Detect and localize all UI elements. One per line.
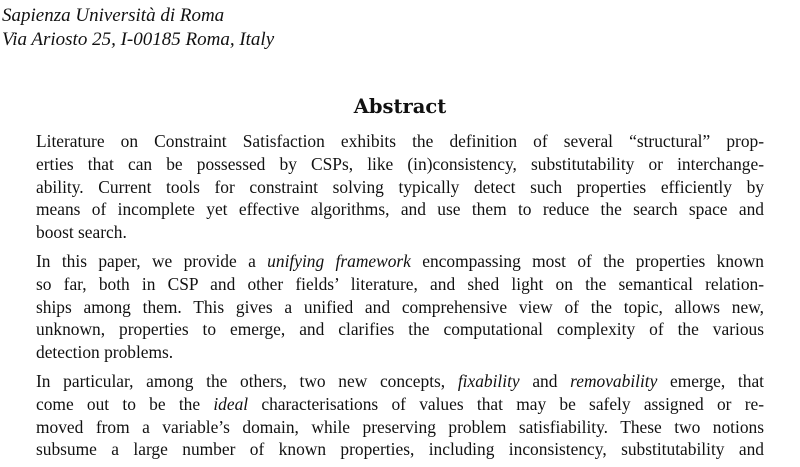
text-line [36, 153, 764, 176]
affiliation-line-1: Sapienza Università di Roma [2, 5, 225, 26]
text-run: detection problems. [36, 342, 174, 363]
text-line [36, 370, 764, 393]
text-line [36, 250, 764, 273]
text-line [36, 296, 764, 319]
text-run: means of incomplete yet effective algorithms, and use them to reduce the search space and [36, 199, 764, 220]
text-run: characterisations of values that may be safely assigned or re- [248, 393, 764, 414]
text-line [36, 416, 764, 439]
abstract-paragraph-3 [36, 370, 764, 461]
emphasized-text: removability [570, 370, 658, 391]
text-run: come out to be the [36, 393, 214, 414]
text-run: moved from a variable’s domain, while preserving problem satisfiability. These two notions [36, 416, 764, 437]
text-run: In this paper, we provide a [36, 250, 268, 271]
abstract-paragraph-1 [36, 130, 764, 244]
abstract-paragraph-2 [36, 250, 764, 364]
text-run: In particular, among the others, two new concepts, [36, 370, 458, 391]
text-line [36, 221, 764, 244]
affiliation-line-2: Via Ariosto 25, I-00185 Roma, Italy [2, 28, 275, 50]
abstract-body [36, 130, 764, 467]
author-affiliation [2, 4, 274, 51]
text-run: ships among them. This gives a unified and comprehensive view of the topic, allows new, [36, 296, 764, 317]
text-run: erties that can be possessed by CSPs, like (in)consistency, substitutability or interchange- [36, 153, 764, 174]
text-line [36, 198, 764, 221]
text-line [36, 393, 764, 416]
text-run: ability. Current tools for constraint solving typically detect such properties efficiently by [36, 176, 764, 197]
text-line [36, 318, 764, 341]
text-run: subsume a large number of known properties, including inconsistency, substitutability and [36, 439, 764, 460]
text-run: encompassing most of the properties known [410, 250, 765, 271]
text-line [36, 130, 764, 153]
emphasized-text: unifying framework [267, 250, 411, 271]
emphasized-text: ideal [213, 393, 249, 414]
text-line [36, 176, 764, 199]
abstract-heading: Abstract [353, 95, 447, 118]
text-run: so far, both in CSP and other fields’ literature, and shed light on the semantical relation- [36, 273, 764, 294]
text-run: and [519, 370, 571, 391]
text-run: emerge, that [657, 370, 764, 391]
text-run: unknown, properties to emerge, and clarifies the computational complexity of the various [36, 319, 764, 340]
text-run: boost search. [36, 222, 127, 243]
text-line [36, 341, 764, 364]
text-run: Literature on Constraint Satisfaction exhibits the definition of several “structural” prop- [36, 131, 764, 151]
text-line [36, 273, 764, 296]
emphasized-text: fixability [457, 370, 520, 391]
